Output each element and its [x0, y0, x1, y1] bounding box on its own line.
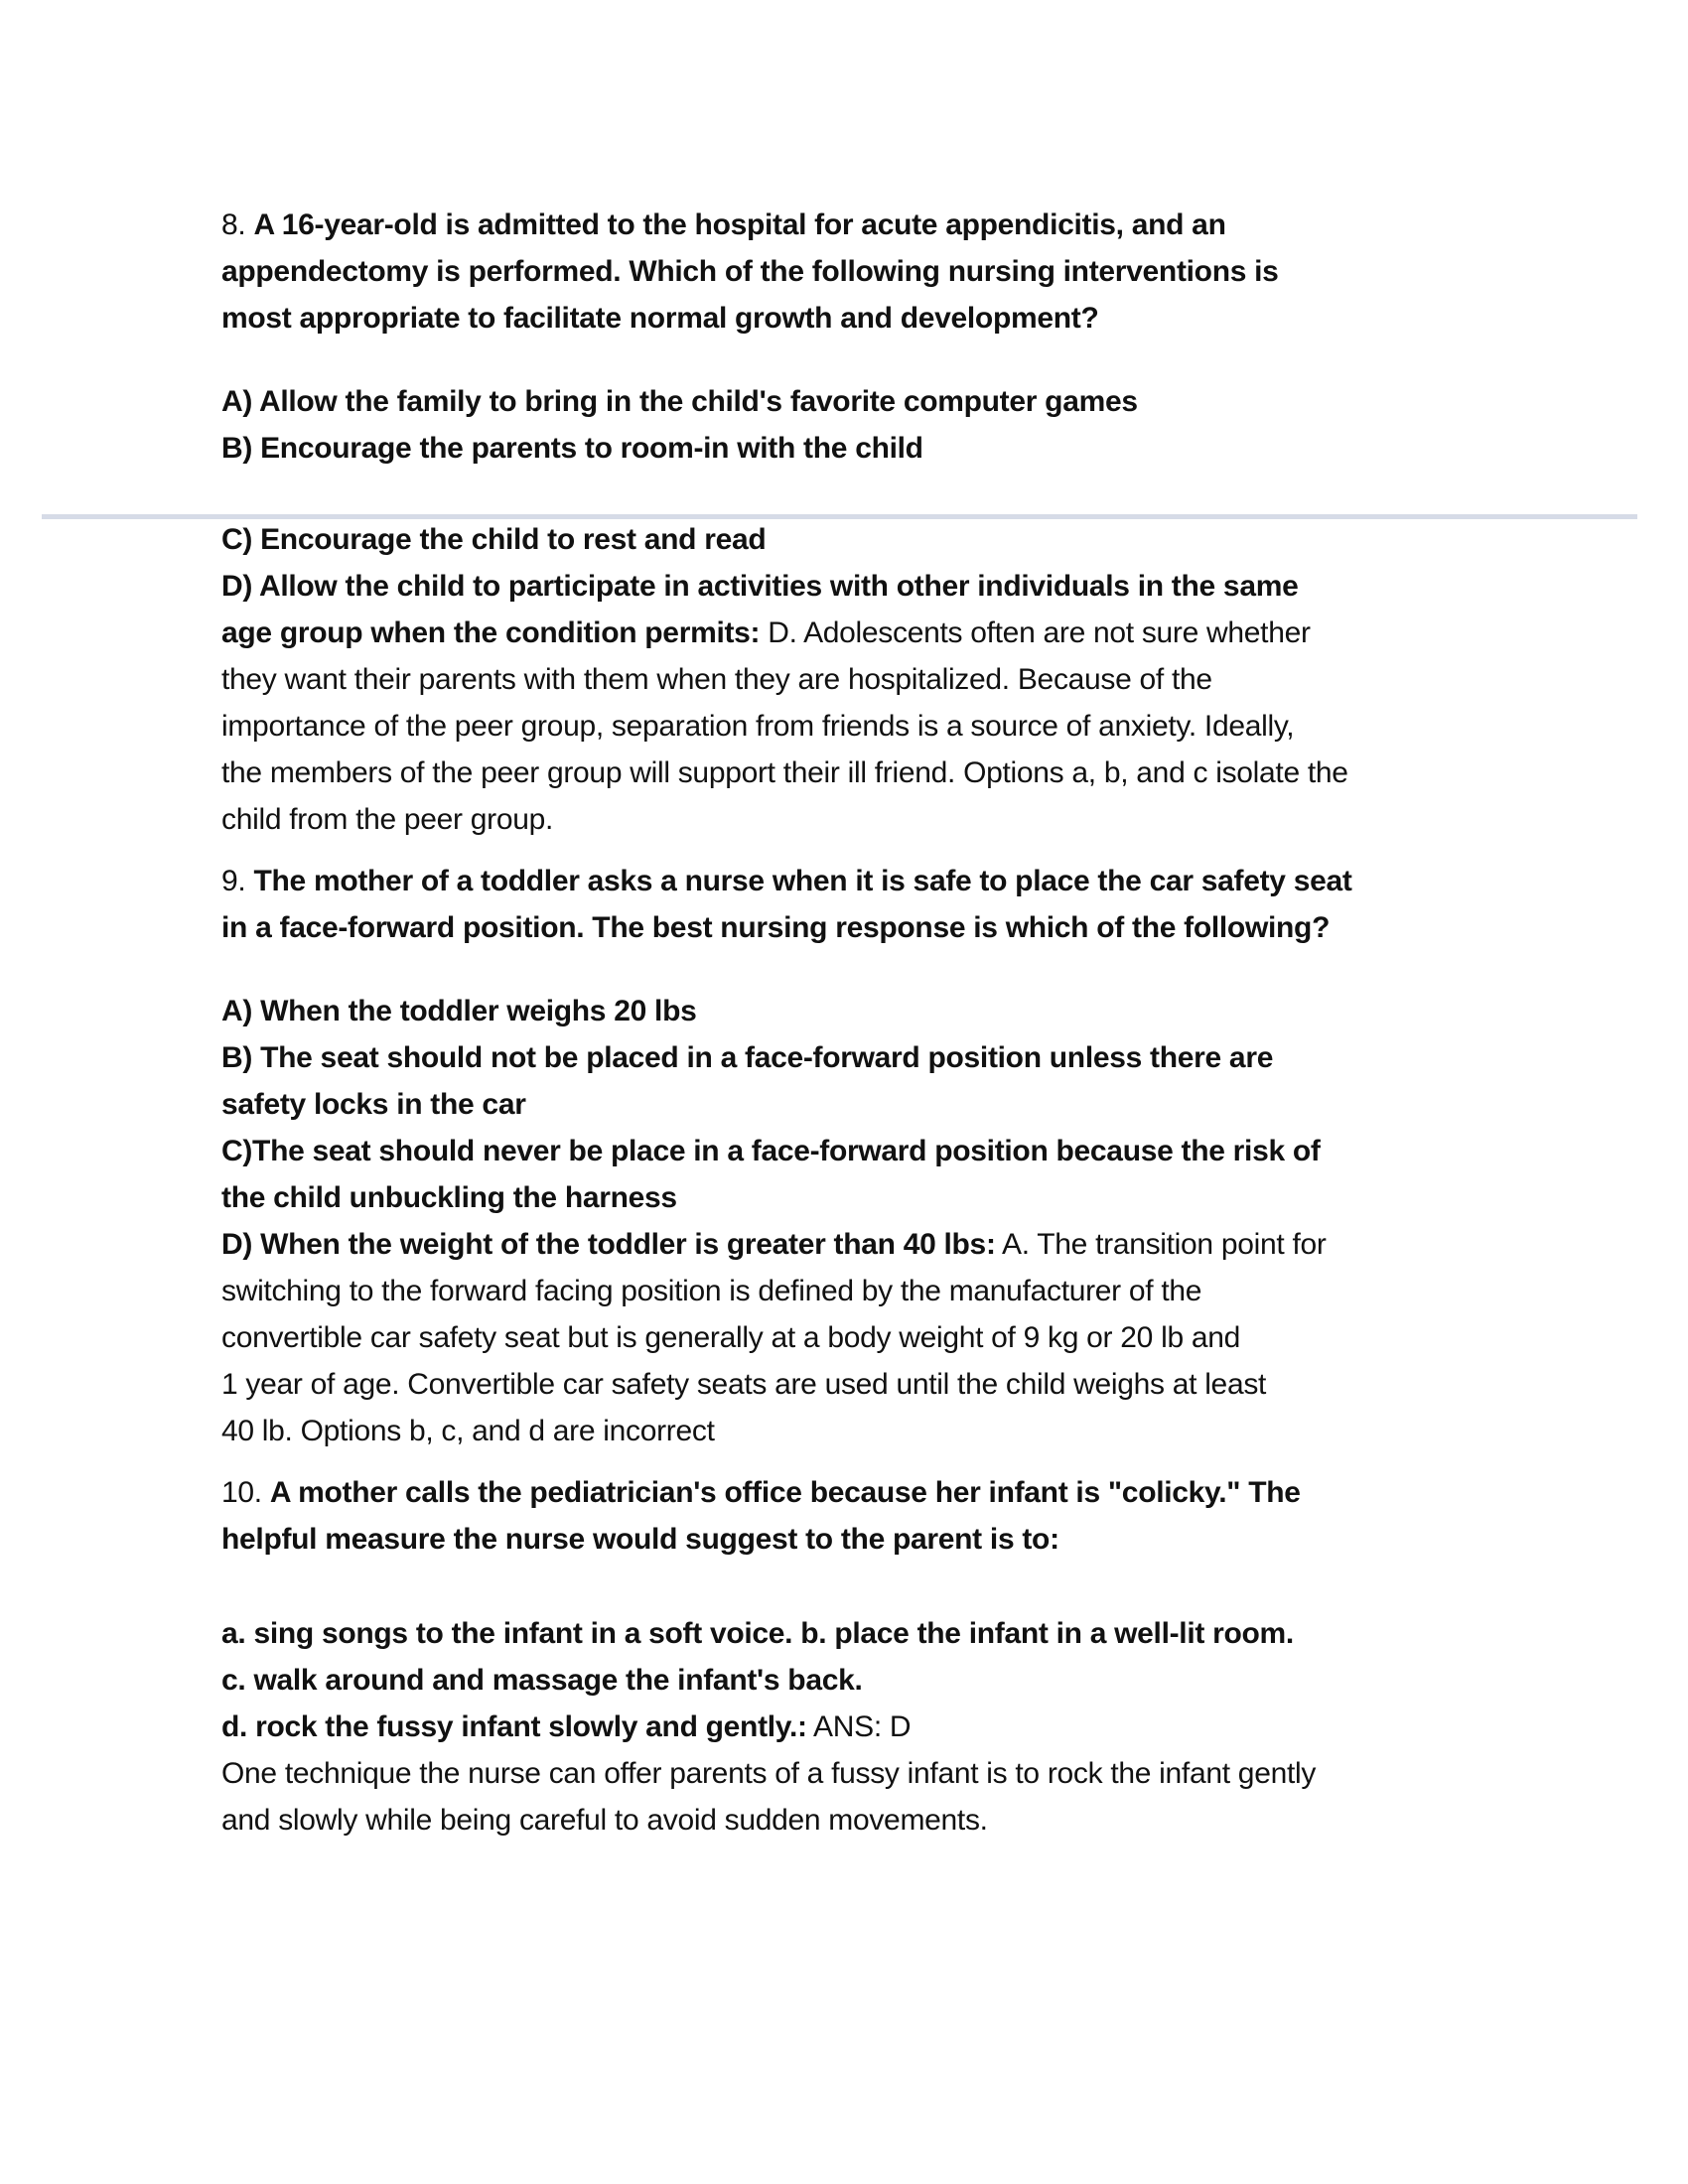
text-line [221, 1128, 1327, 1174]
text-line [221, 1221, 1327, 1268]
regular-text: 10. [221, 1476, 270, 1509]
bold-text: D) Allow the child to participate in activities with other individuals in the same [221, 570, 1299, 603]
bold-text: appendectomy is performed. Which of the following nursing interventions is [221, 255, 1279, 288]
text-line [221, 703, 1348, 750]
regular-text: child from the peer group. [221, 803, 554, 836]
bold-text: age group when the condition permits: [221, 616, 761, 649]
text-line [221, 988, 1327, 1034]
text-line [221, 858, 1352, 904]
bold-text: B) Encourage the parents to room-in with the child [221, 432, 923, 465]
regular-text: 1 year of age. Convertible car safety seats are used until the child weighs at least [221, 1368, 1267, 1401]
regular-text: and slowly while being careful to avoid sudden movements. [221, 1804, 988, 1837]
regular-text: importance of the peer group, separation from friends is a source of anxiety. Ideally, [221, 710, 1295, 743]
regular-text: One technique the nurse can offer parents of a fussy infant is to rock the infant gently [221, 1757, 1317, 1790]
text-line [221, 1657, 1316, 1704]
text-line [221, 904, 1352, 951]
text-line [221, 1797, 1316, 1843]
text-line [221, 750, 1348, 796]
bold-text: B) The seat should not be placed in a face-forward position unless there are [221, 1041, 1274, 1074]
text-line [221, 295, 1279, 341]
q8-options-ab [221, 378, 1138, 472]
text-line [221, 1361, 1327, 1408]
bold-text: helpful measure the nurse would suggest to the parent is to: [221, 1523, 1059, 1556]
regular-text: they want their parents with them when they are hospitalized. Because of the [221, 663, 1212, 696]
bold-text: the child unbuckling the harness [221, 1181, 677, 1214]
text-line [221, 796, 1348, 843]
q8-stem [221, 202, 1279, 341]
text-line [221, 1408, 1327, 1454]
text-line [221, 378, 1138, 425]
bold-text: d. rock the fussy infant slowly and gently.: [221, 1710, 807, 1743]
text-line [221, 1174, 1327, 1221]
bold-text: a. sing songs to the infant in a soft voice. b. place the infant in a well-lit room. [221, 1617, 1294, 1650]
text-line [221, 1469, 1301, 1516]
q10-stem [221, 1469, 1301, 1563]
bold-text: most appropriate to facilitate normal growth and development? [221, 302, 1099, 335]
bold-text: in a face-forward position. The best nursing response is which of the following? [221, 911, 1331, 944]
bold-text: C) Encourage the child to rest and read [221, 523, 767, 556]
bold-text: A 16-year-old is admitted to the hospital for acute appendicitis, and an [253, 208, 1226, 241]
bold-text: safety locks in the car [221, 1088, 526, 1121]
bold-text: The mother of a toddler asks a nurse when it is safe to place the car safety seat [253, 865, 1352, 897]
regular-text: the members of the peer group will support their ill friend. Options a, b, and c isolate the [221, 756, 1348, 789]
q10-options-answer [221, 1610, 1316, 1843]
q9-stem [221, 858, 1352, 951]
regular-text: 8. [221, 208, 254, 241]
text-line [221, 248, 1279, 295]
text-line [221, 656, 1348, 703]
q8-options-cd-answer [221, 516, 1348, 843]
text-line [221, 563, 1348, 610]
text-line [221, 202, 1279, 248]
regular-text: 40 lb. Options b, c, and d are incorrect [221, 1415, 715, 1447]
text-line [221, 516, 1348, 563]
regular-text: convertible car safety seat but is generally at a body weight of 9 kg or 20 lb and [221, 1321, 1241, 1354]
bold-text: c. walk around and massage the infant's back. [221, 1664, 863, 1697]
text-line [221, 1314, 1327, 1361]
q9-options-answer [221, 988, 1327, 1454]
regular-text: switching to the forward facing position is defined by the manufacturer of the [221, 1275, 1202, 1307]
text-line [221, 610, 1348, 656]
bold-text: A mother calls the pediatrician's office because her infant is "colicky." The [269, 1476, 1301, 1509]
text-line [221, 425, 1138, 472]
regular-text: A. The transition point for [995, 1228, 1327, 1261]
text-line [221, 1610, 1316, 1657]
text-line [221, 1081, 1327, 1128]
bold-text: D) When the weight of the toddler is greater than 40 lbs: [221, 1228, 996, 1261]
text-line [221, 1704, 1316, 1750]
bold-text: C)The seat should never be place in a face-forward position because the risk of [221, 1135, 1321, 1167]
text-line [221, 1268, 1327, 1314]
bold-text: A) Allow the family to bring in the child's favorite computer games [221, 385, 1138, 418]
regular-text: D. Adolescents often are not sure whether [760, 616, 1311, 649]
text-line [221, 1516, 1301, 1563]
regular-text: ANS: D [806, 1710, 912, 1743]
bold-text: A) When the toddler weighs 20 lbs [221, 995, 697, 1027]
regular-text: 9. [221, 865, 254, 897]
text-line [221, 1750, 1316, 1797]
text-line [221, 1034, 1327, 1081]
